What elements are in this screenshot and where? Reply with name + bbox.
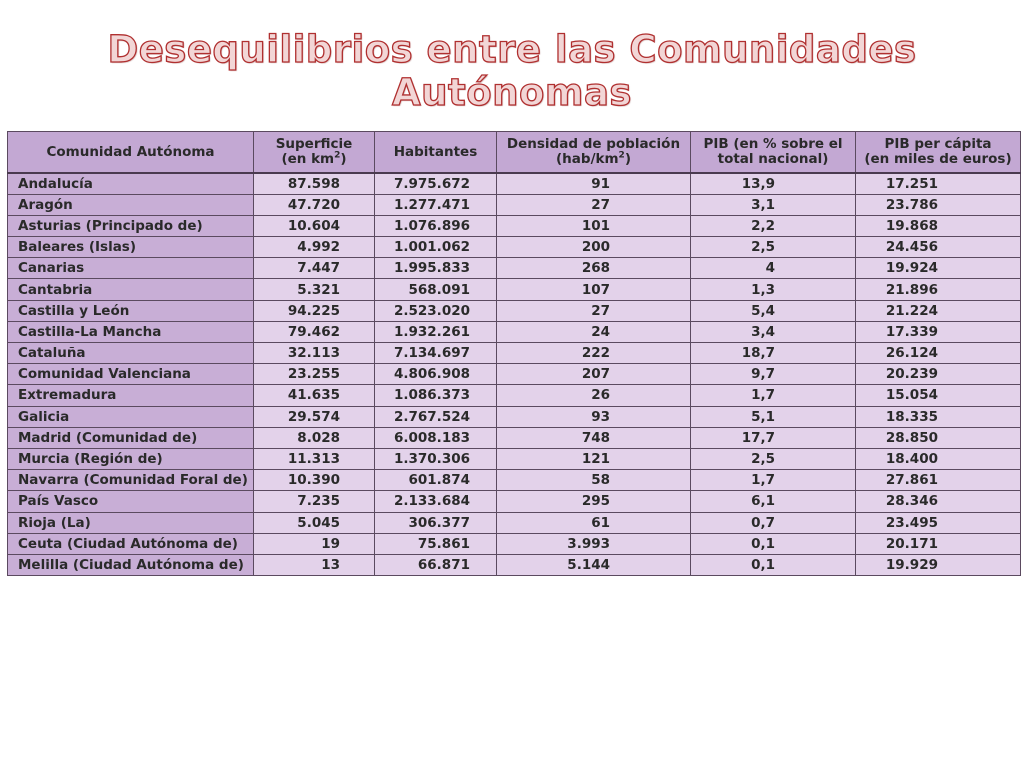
slide-title: Desequilibrios entre las Comunidades Autónomas: [107, 28, 917, 114]
cell-densidad: 101: [497, 215, 691, 236]
cell-pib-porcentaje: 0,1: [691, 533, 856, 554]
cell-densidad: 91: [497, 173, 691, 194]
cell-superficie: 94.225: [254, 300, 375, 321]
table-row: [8, 385, 1021, 406]
cell-habitantes: 1.001.062: [375, 237, 497, 258]
cell-superficie: 47.720: [254, 194, 375, 215]
cell-comunidad: Canarias: [8, 258, 254, 279]
table-row: [8, 215, 1021, 236]
cell-pib-per-capita: 17.251: [856, 173, 1021, 194]
cell-superficie: 5.045: [254, 512, 375, 533]
header-line: (en km: [281, 151, 335, 167]
cell-pib-porcentaje: 18,7: [691, 343, 856, 364]
cell-superficie: 41.635: [254, 385, 375, 406]
table-header-row: [8, 132, 1021, 174]
cell-comunidad: Castilla-La Mancha: [8, 321, 254, 342]
table-row: [8, 300, 1021, 321]
header-line: ): [624, 151, 631, 167]
cell-habitantes: 1.076.896: [375, 215, 497, 236]
cell-densidad: 207: [497, 364, 691, 385]
cell-habitantes: 2.523.020: [375, 300, 497, 321]
cell-pib-per-capita: 23.495: [856, 512, 1021, 533]
cell-pib-per-capita: 23.786: [856, 194, 1021, 215]
cell-densidad: 5.144: [497, 554, 691, 575]
cell-habitantes: 75.861: [375, 533, 497, 554]
cell-superficie: 23.255: [254, 364, 375, 385]
cell-superficie: 87.598: [254, 173, 375, 194]
cell-pib-porcentaje: 1,3: [691, 279, 856, 300]
cell-pib-per-capita: 19.929: [856, 554, 1021, 575]
cell-pib-porcentaje: 9,7: [691, 364, 856, 385]
cell-pib-porcentaje: 1,7: [691, 470, 856, 491]
table-row: [8, 279, 1021, 300]
cell-pib-porcentaje: 1,7: [691, 385, 856, 406]
cell-comunidad: Murcia (Región de): [8, 448, 254, 469]
cell-superficie: 79.462: [254, 321, 375, 342]
cell-superficie: 10.604: [254, 215, 375, 236]
cell-habitantes: 7.975.672: [375, 173, 497, 194]
cell-superficie: 5.321: [254, 279, 375, 300]
cell-densidad: 93: [497, 406, 691, 427]
cell-pib-per-capita: 19.924: [856, 258, 1021, 279]
table-row: [8, 258, 1021, 279]
cell-pib-per-capita: 28.850: [856, 427, 1021, 448]
header-line: PIB per cápita: [884, 136, 992, 152]
cell-pib-per-capita: 21.896: [856, 279, 1021, 300]
cell-habitantes: 1.086.373: [375, 385, 497, 406]
cell-habitantes: 306.377: [375, 512, 497, 533]
cell-comunidad: Rioja (La): [8, 512, 254, 533]
cell-comunidad: Castilla y León: [8, 300, 254, 321]
cell-densidad: 61: [497, 512, 691, 533]
cell-pib-porcentaje: 2,5: [691, 237, 856, 258]
header-line: PIB (en % sobre el: [703, 136, 843, 152]
cell-densidad: 121: [497, 448, 691, 469]
table-row: [8, 406, 1021, 427]
cell-comunidad: Andalucía: [8, 173, 254, 194]
column-header-pib-per-capita: [856, 132, 1021, 174]
cell-comunidad: Cataluña: [8, 343, 254, 364]
cell-densidad: 27: [497, 194, 691, 215]
cell-pib-porcentaje: 13,9: [691, 173, 856, 194]
cell-superficie: 8.028: [254, 427, 375, 448]
cell-pib-per-capita: 26.124: [856, 343, 1021, 364]
table-row: [8, 533, 1021, 554]
header-line: (en miles de euros): [864, 151, 1012, 167]
cell-densidad: 200: [497, 237, 691, 258]
cell-pib-per-capita: 20.171: [856, 533, 1021, 554]
header-line: Comunidad Autónoma: [46, 143, 215, 160]
table-row: [8, 173, 1021, 194]
table-row: [8, 427, 1021, 448]
column-header-comunidad: [8, 132, 254, 174]
cell-densidad: 222: [497, 343, 691, 364]
header-sup: 2: [618, 150, 625, 161]
cell-habitantes: 7.134.697: [375, 343, 497, 364]
cell-pib-porcentaje: 5,1: [691, 406, 856, 427]
cell-pib-porcentaje: 0,1: [691, 554, 856, 575]
cell-densidad: 3.993: [497, 533, 691, 554]
table-row: [8, 364, 1021, 385]
table-row: [8, 554, 1021, 575]
cell-pib-porcentaje: 5,4: [691, 300, 856, 321]
cell-habitantes: 2.767.524: [375, 406, 497, 427]
cell-pib-per-capita: 24.456: [856, 237, 1021, 258]
table-row: [8, 512, 1021, 533]
column-header-densidad: [497, 132, 691, 174]
header-line: ): [340, 151, 347, 167]
cell-comunidad: Cantabria: [8, 279, 254, 300]
cell-densidad: 107: [497, 279, 691, 300]
cell-pib-per-capita: 28.346: [856, 491, 1021, 512]
cell-pib-porcentaje: 3,4: [691, 321, 856, 342]
cell-comunidad: Extremadura: [8, 385, 254, 406]
table-row: [8, 321, 1021, 342]
cell-habitantes: 66.871: [375, 554, 497, 575]
cell-comunidad: Madrid (Comunidad de): [8, 427, 254, 448]
column-header-pib-porcentaje: [691, 132, 856, 174]
cell-superficie: 10.390: [254, 470, 375, 491]
cell-pib-porcentaje: 4: [691, 258, 856, 279]
cell-densidad: 58: [497, 470, 691, 491]
cell-comunidad: Navarra (Comunidad Foral de): [8, 470, 254, 491]
header-line: total nacional): [717, 151, 829, 167]
cell-comunidad: Comunidad Valenciana: [8, 364, 254, 385]
cell-pib-per-capita: 19.868: [856, 215, 1021, 236]
cell-pib-per-capita: 18.400: [856, 448, 1021, 469]
header-line: Superficie: [275, 136, 353, 152]
cell-pib-per-capita: 20.239: [856, 364, 1021, 385]
cell-superficie: 32.113: [254, 343, 375, 364]
cell-habitantes: 4.806.908: [375, 364, 497, 385]
table-row: [8, 491, 1021, 512]
cell-superficie: 4.992: [254, 237, 375, 258]
cell-comunidad: Baleares (Islas): [8, 237, 254, 258]
cell-habitantes: 1.995.833: [375, 258, 497, 279]
cell-superficie: 13: [254, 554, 375, 575]
column-header-superficie: [254, 132, 375, 174]
cell-habitantes: 1.370.306: [375, 448, 497, 469]
data-table: [7, 131, 1021, 576]
cell-pib-porcentaje: 6,1: [691, 491, 856, 512]
cell-superficie: 7.235: [254, 491, 375, 512]
cell-pib-porcentaje: 0,7: [691, 512, 856, 533]
cell-superficie: 29.574: [254, 406, 375, 427]
cell-densidad: 26: [497, 385, 691, 406]
table-row: [8, 343, 1021, 364]
table-row: [8, 448, 1021, 469]
cell-habitantes: 2.133.684: [375, 491, 497, 512]
cell-habitantes: 6.008.183: [375, 427, 497, 448]
cell-comunidad: Ceuta (Ciudad Autónoma de): [8, 533, 254, 554]
cell-comunidad: Galicia: [8, 406, 254, 427]
header-line: Habitantes: [393, 143, 478, 160]
cell-comunidad: País Vasco: [8, 491, 254, 512]
cell-habitantes: 1.277.471: [375, 194, 497, 215]
cell-comunidad: Melilla (Ciudad Autónoma de): [8, 554, 254, 575]
cell-superficie: 7.447: [254, 258, 375, 279]
cell-pib-porcentaje: 2,2: [691, 215, 856, 236]
table-row: [8, 194, 1021, 215]
cell-densidad: 295: [497, 491, 691, 512]
cell-superficie: 19: [254, 533, 375, 554]
cell-densidad: 27: [497, 300, 691, 321]
cell-superficie: 11.313: [254, 448, 375, 469]
header-line: Densidad de población: [506, 136, 681, 152]
cell-habitantes: 568.091: [375, 279, 497, 300]
table-body: [8, 173, 1021, 576]
cell-pib-porcentaje: 2,5: [691, 448, 856, 469]
cell-habitantes: 601.874: [375, 470, 497, 491]
cell-comunidad: Asturias (Principado de): [8, 215, 254, 236]
cell-pib-per-capita: 15.054: [856, 385, 1021, 406]
cell-pib-porcentaje: 17,7: [691, 427, 856, 448]
cell-habitantes: 1.932.261: [375, 321, 497, 342]
cell-pib-porcentaje: 3,1: [691, 194, 856, 215]
cell-densidad: 24: [497, 321, 691, 342]
column-header-habitantes: [375, 132, 497, 174]
header-line: (hab/km: [556, 151, 619, 167]
header-sup: 2: [334, 150, 341, 161]
table-row: [8, 237, 1021, 258]
cell-pib-per-capita: 21.224: [856, 300, 1021, 321]
cell-densidad: 268: [497, 258, 691, 279]
cell-densidad: 748: [497, 427, 691, 448]
cell-pib-per-capita: 18.335: [856, 406, 1021, 427]
cell-pib-per-capita: 27.861: [856, 470, 1021, 491]
cell-comunidad: Aragón: [8, 194, 254, 215]
cell-pib-per-capita: 17.339: [856, 321, 1021, 342]
table-row: [8, 470, 1021, 491]
